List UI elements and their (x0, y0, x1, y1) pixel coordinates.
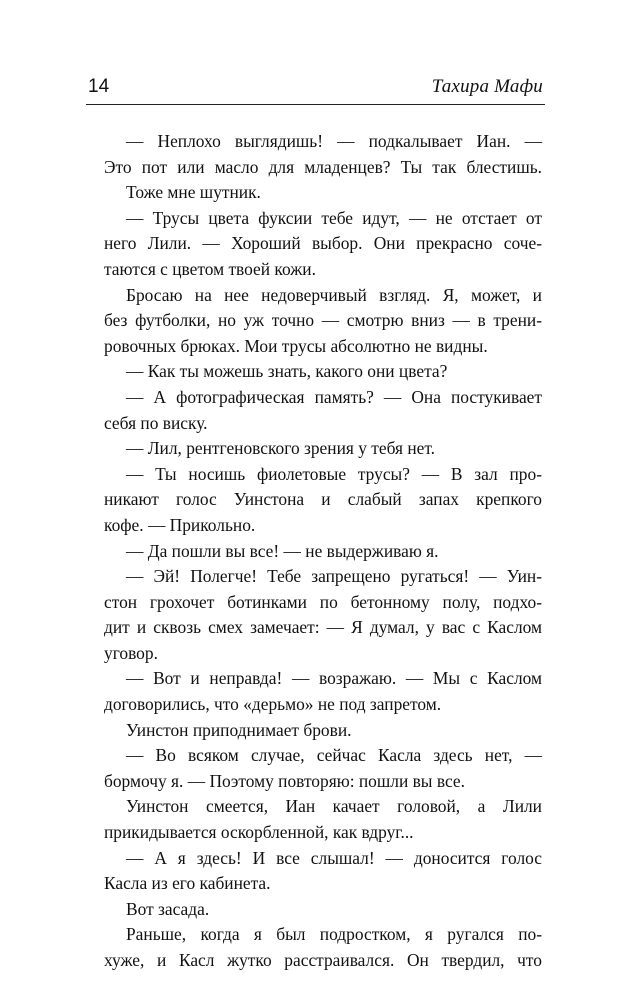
text-line: хуже, и Касл жутко расстраивался. Он твердил, что (104, 950, 542, 970)
text-line: никают голос Уинстона и слабый запах крепкого (104, 489, 542, 510)
text-line: ровочных брюках. Мои трусы абсолютно не видны. (104, 335, 488, 356)
body-text (104, 129, 542, 974)
running-title: Тахира Мафи (431, 76, 543, 97)
text-line: Уинстон смеется, Иан качает головой, а Лили (126, 796, 542, 817)
text-line: — Трусы цвета фуксии тебе идут, — не отстает от (126, 207, 542, 228)
page-header (88, 76, 543, 98)
text-line: кофе. — Прикольно. (104, 514, 256, 535)
header-rule (86, 104, 545, 105)
text-line: — А фотографическая память? — Она постукивает (126, 386, 542, 407)
text-line: стон грохочет ботинками по бетонному полу, подхо- (104, 591, 542, 612)
text-line: Тоже мне шутник. (126, 182, 261, 203)
text-line: — Эй! Полегче! Тебе запрещено ругаться! — Уин- (126, 566, 542, 587)
text-line: Бросаю на нее недоверчивый взгляд. Я, может, и (126, 284, 542, 305)
text-line: — Как ты можешь знать, какого они цвета? (126, 361, 448, 382)
text-line: Это пот или масло для младенцев? Ты так блестишь. (104, 156, 542, 177)
text-line: него Лили. — Хороший выбор. Они прекрасно соче- (104, 233, 542, 254)
text-line: — Да пошли вы все! — не выдерживаю я. (126, 540, 439, 561)
text-line: — Лил, рентгеновского зрения у тебя нет. (126, 438, 436, 459)
text-line: — Ты носишь фиолетовые трусы? — В зал про- (126, 463, 542, 484)
text-line: Раньше, когда я был подростком, я ругался по- (126, 924, 542, 945)
text-line: прикидывается оскорбленной, как вдруг... (104, 822, 414, 843)
text-line: Вот засада. (126, 898, 210, 919)
text-line: дит и сквозь смех замечает: — Я думал, у вас с Каслом (104, 617, 542, 638)
text-line: без футболки, но уж точно — смотрю вниз — в трени- (104, 310, 542, 331)
text-line: — А я здесь! И все слышал! — доносится голос (126, 847, 542, 868)
page-number: 14 (88, 76, 110, 97)
text-line: бормочу я. — Поэтому повторяю: пошли вы все. (104, 770, 465, 791)
text-line: себя по виску. (104, 412, 208, 433)
text-line: Касла из его кабинета. (104, 873, 271, 894)
text-line: договорились, что «дерьмо» не под запретом. (104, 694, 442, 715)
text-line: — Вот и неправда! — возражаю. — Мы с Каслом (126, 668, 542, 689)
text-line: Уинстон приподнимает брови. (126, 719, 352, 740)
text-line: таются с цветом твоей кожи. (104, 258, 316, 279)
text-line: — Во всяком случае, сейчас Касла здесь нет, — (126, 745, 542, 766)
text-line: — Неплохо выглядишь! — подкалывает Иан. — (126, 131, 542, 151)
text-line: уговор. (104, 642, 158, 663)
